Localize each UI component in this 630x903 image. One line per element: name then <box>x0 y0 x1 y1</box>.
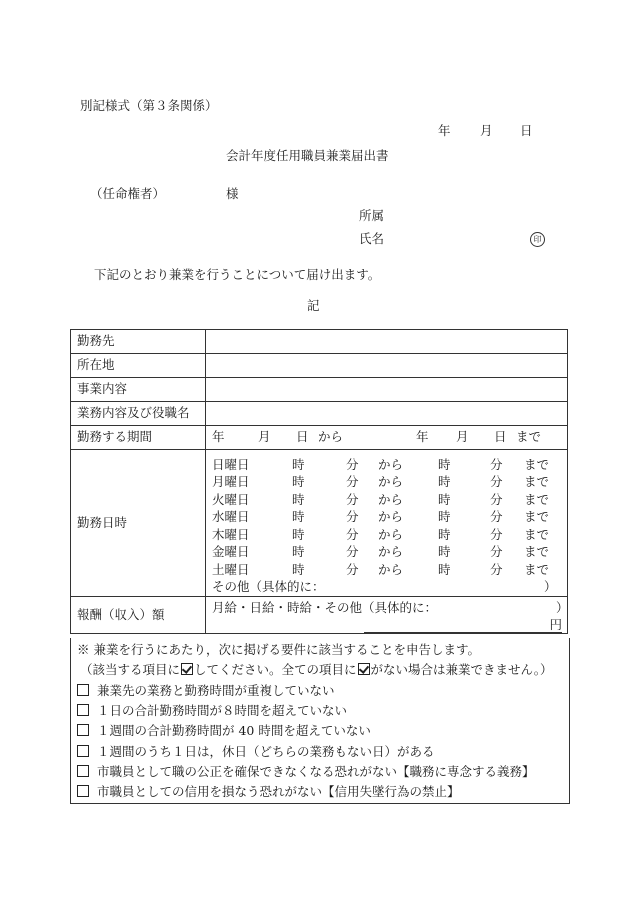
minute-label: 分 <box>490 561 503 577</box>
business-label: 事業内容 <box>71 378 206 402</box>
checklist-item[interactable] <box>77 785 460 799</box>
hour-label: 時 <box>438 491 451 507</box>
business-field[interactable] <box>206 378 568 402</box>
checklist-item[interactable] <box>77 684 335 698</box>
checklist-text: 市職員として職の公正を確保できなくなる恐れがない【職務に専念する義務】 <box>97 763 535 779</box>
day-label: 金曜日 <box>212 544 250 560</box>
date-year: 年 <box>438 123 451 138</box>
period-field[interactable]: 年 月 日 から 年 月 日 まで <box>206 426 568 450</box>
checklist-item[interactable] <box>77 704 347 718</box>
minute-label: 分 <box>346 561 359 577</box>
affiliation-label: 所属 <box>359 208 385 223</box>
from-label: から <box>378 561 404 577</box>
location-label: 所在地 <box>71 354 206 378</box>
minute-label: 分 <box>346 474 359 490</box>
period-label: 勤務する期間 <box>71 426 206 450</box>
hour-label: 時 <box>292 526 305 542</box>
date-month: 月 <box>480 123 493 138</box>
hour-label: 時 <box>438 561 451 577</box>
day-label: 火曜日 <box>212 491 250 507</box>
hour-label: 時 <box>292 544 305 560</box>
yen-label: 円 <box>549 617 562 632</box>
schedule-label: 勤務日時 <box>71 450 206 597</box>
checkbox[interactable] <box>77 684 89 696</box>
other-specific-label: その他（具体的に： <box>212 579 325 595</box>
until-label: まで <box>524 526 550 542</box>
minute-label: 分 <box>346 509 359 525</box>
from-label: から <box>378 509 404 525</box>
location-field[interactable] <box>206 354 568 378</box>
pay-close-paren: ） <box>556 600 569 615</box>
checklist-text: 兼業先の業務と勤務時間が重複していない <box>97 683 335 698</box>
honorific: 様 <box>226 186 239 201</box>
workplace-field[interactable] <box>206 330 568 354</box>
close-paren: ） <box>544 579 557 595</box>
duties-label: 業務内容及び役職名 <box>71 402 206 426</box>
row-location <box>71 354 568 378</box>
hour-label: 時 <box>292 509 305 525</box>
until-label: まで <box>524 561 550 577</box>
row-business <box>71 378 568 402</box>
checked-box-icon <box>181 663 193 675</box>
hour-label: 時 <box>292 474 305 490</box>
checked-box-icon <box>358 663 370 675</box>
minute-label: 分 <box>346 491 359 507</box>
hour-label: 時 <box>438 526 451 542</box>
declaration-instructions: （該当する項目に してください。全ての項目に がない場合は兼業できません。） <box>80 662 553 677</box>
from-label: から <box>378 544 404 560</box>
minute-label: 分 <box>490 474 503 490</box>
from-label: から <box>378 491 404 507</box>
until-label: まで <box>524 491 550 507</box>
declaration-intro: ※ 兼業を行うにあたり，次に掲げる要件に該当することを申告します。 <box>77 642 480 657</box>
hour-label: 時 <box>438 544 451 560</box>
until-label: まで <box>524 456 550 472</box>
hour-label: 時 <box>438 474 451 490</box>
duties-field[interactable] <box>206 402 568 426</box>
appointer-label: （任命権者） <box>90 186 166 201</box>
schedule-field[interactable] <box>206 450 568 597</box>
from-label: から <box>378 474 404 490</box>
row-workplace <box>71 330 568 354</box>
checklist-item[interactable] <box>77 724 371 738</box>
hour-label: 時 <box>438 509 451 525</box>
hour-label: 時 <box>292 456 305 472</box>
minute-label: 分 <box>490 526 503 542</box>
checkbox[interactable] <box>77 785 89 797</box>
notification-table <box>70 329 568 634</box>
day-label: 月曜日 <box>212 474 250 490</box>
checklist-text: 市職員としての信用を損なう恐れがない【信用失墜行為の禁止】 <box>97 784 460 799</box>
until-label: まで <box>524 509 550 525</box>
until-label: まで <box>524 474 550 490</box>
minute-label: 分 <box>490 544 503 560</box>
from-label: から <box>378 456 404 472</box>
pay-label: 報酬（収入）額 <box>71 597 206 634</box>
checkbox[interactable] <box>77 765 89 777</box>
hour-label: 時 <box>292 561 305 577</box>
minute-label: 分 <box>490 491 503 507</box>
date-day: 日 <box>520 123 533 138</box>
document-title: 会計年度任用職員兼業届出書 <box>226 148 389 163</box>
workplace-label: 勤務先 <box>71 330 206 354</box>
checklist-text: １週間のうち１日は，休日（どちらの業務もない日）がある <box>97 743 435 759</box>
pay-amount-field[interactable] <box>364 619 562 633</box>
row-schedule <box>71 450 568 597</box>
hour-label: 時 <box>292 491 305 507</box>
pay-options: 月給・日給・時給・その他（具体的に： <box>212 600 438 615</box>
checkbox[interactable] <box>77 724 89 736</box>
checklist-item[interactable] <box>77 745 435 759</box>
until-label: まで <box>524 544 550 560</box>
minute-label: 分 <box>346 544 359 560</box>
checklist-text: １週間の合計勤務時間が 40 時間を超えていない <box>97 723 371 739</box>
checkbox[interactable] <box>77 704 89 716</box>
ki-label: 記 <box>307 298 320 313</box>
minute-label: 分 <box>346 456 359 472</box>
checkbox[interactable] <box>77 745 89 757</box>
name-label: 氏名 <box>359 231 385 246</box>
from-label: から <box>378 526 404 542</box>
row-period <box>71 426 568 450</box>
day-label: 日曜日 <box>212 456 250 472</box>
seal-icon: 印 <box>530 232 545 247</box>
minute-label: 分 <box>490 509 503 525</box>
checklist-item[interactable] <box>77 765 535 779</box>
day-label: 木曜日 <box>212 526 250 542</box>
checklist-text: １日の合計勤務時間が８時間を超えていない <box>97 703 348 719</box>
pay-field[interactable] <box>206 597 568 634</box>
hour-label: 時 <box>438 456 451 472</box>
form-label: 別記様式（第３条関係） <box>80 98 218 113</box>
intro-text: 下記のとおり兼業を行うことについて届け出ます。 <box>94 267 381 282</box>
day-label: 水曜日 <box>212 509 250 525</box>
minute-label: 分 <box>346 526 359 542</box>
row-pay <box>71 597 568 634</box>
row-duties <box>71 402 568 426</box>
minute-label: 分 <box>490 456 503 472</box>
day-label: 土曜日 <box>212 561 250 577</box>
